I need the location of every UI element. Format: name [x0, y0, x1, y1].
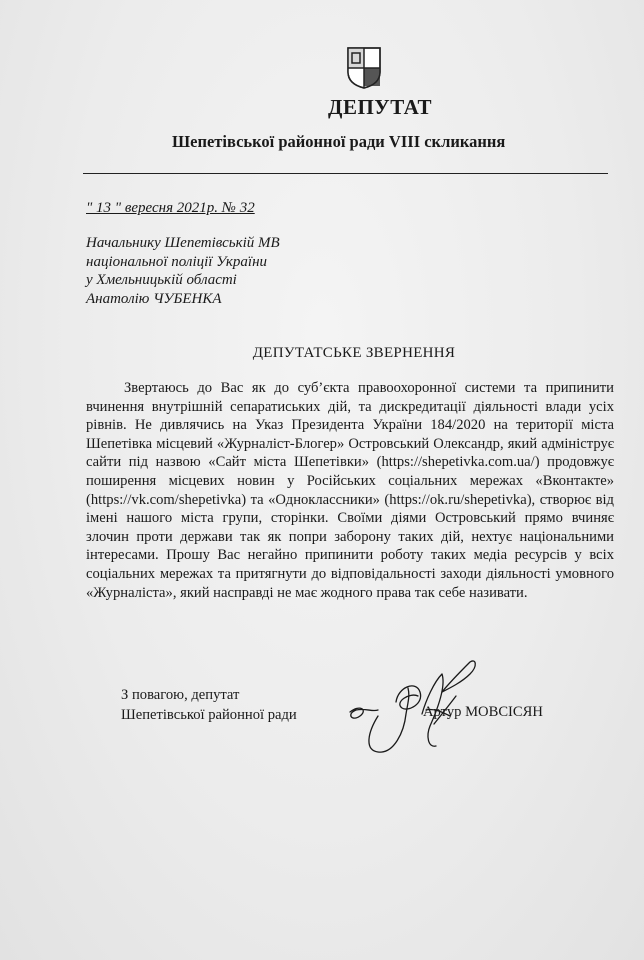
closing-line: Шепетівської районної ради	[121, 707, 297, 723]
addressee-line: Анатолію ЧУБЕНКА	[86, 290, 222, 307]
addressee-block	[86, 234, 280, 308]
document-body: Звертаюсь до Вас як до суб’єкта правоохоронної системи та припинити вчинення внутрішній сепаратиських дій, та дискредитації діяльності влади усіх рівнів. Не дивлячись на Указ Президента України 184/2020 на території міста Шепетівка місцевий «Журналіст-Блогер» Островський Олександр, який адмініструє сайти під назвою «Сайт міста Шепетівки» (https://shepetivka.com.ua/) продовжує поширення місцевих новин у Російських соціальних мережах «Вконтакте» (https://vk.com/shepetivka) та «Однoклассники» (https://ok.ru/shepetivka), створює від імені нашого міста групи, сторінки. Своїми діями Островський прямо вчиняє злочин проти держави так як попри заборону таких дій, нехтує національними інтересами. Прошу Вас негайно припинити роботу таких медіа ресурсів у всіх соціальних мережах та притягнути до відповідальності заходи діяльності умовного «Журналіста», який насправді не має жодного права так себе називати.	[86, 380, 614, 601]
letterhead-title: ДЕПУТАТ	[328, 95, 432, 119]
registration-date-number: " 13 " вересня 2021р. № 32	[86, 200, 255, 216]
letterhead-subtitle: Шепетівської районної ради VIII скликання	[172, 132, 506, 151]
addressee-line: Начальнику Шепетівській МВ	[86, 235, 280, 251]
addressee-line: у Хмельницькій області	[86, 272, 237, 288]
header-divider	[83, 173, 608, 174]
closing-block	[121, 685, 297, 725]
addressee-line: національної поліції України	[86, 253, 268, 270]
closing-line: З повагою, депутат	[121, 687, 240, 703]
signer-name: Артур МОВСІСЯН	[423, 704, 543, 720]
coat-of-arms-icon	[346, 46, 382, 90]
document-heading: ДЕПУТАТСЬКЕ ЗВЕРНЕННЯ	[252, 345, 456, 361]
